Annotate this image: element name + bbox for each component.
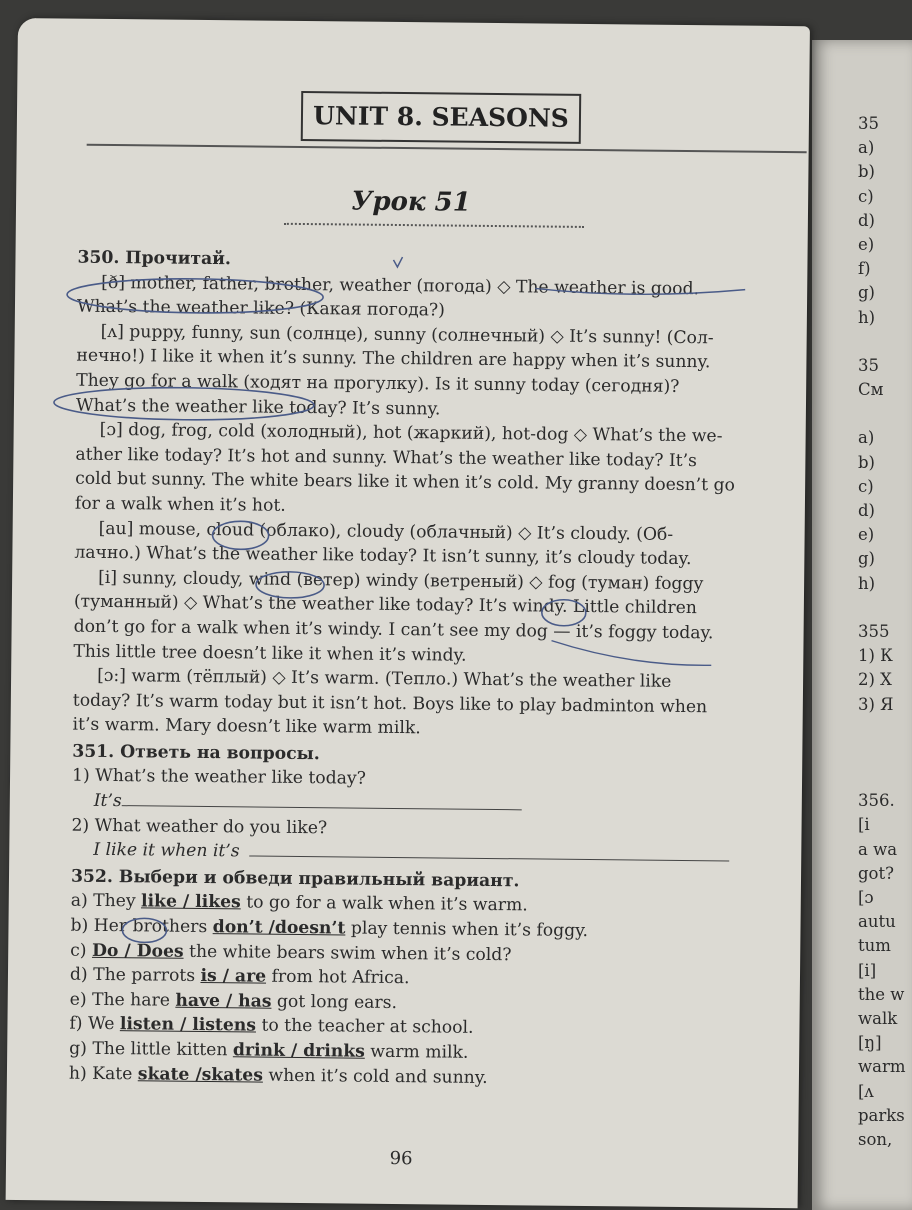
item-suffix: to go for a walk when it’s warm. <box>240 892 528 916</box>
item-prefix: d) The parrots <box>69 964 201 987</box>
exercise-350-line: [au] mouse, cloud (облако), cloudy (облачный) ◇ It’s cloudy. (Об- <box>98 518 674 545</box>
right-page-fragment: [ɔ <box>858 888 874 907</box>
answer-2-line[interactable] <box>250 842 730 862</box>
choice-options[interactable]: is / are <box>200 966 267 987</box>
item-prefix: b) Her brothers <box>70 915 213 938</box>
right-page-fragment: tum <box>858 936 891 956</box>
item-suffix: got long ears. <box>271 991 398 1013</box>
right-page-fragment: 35 <box>858 114 879 133</box>
exercise-352-title: 352. Выбери и обведи правильный вариант. <box>70 866 520 892</box>
right-page-fragment <box>858 402 908 426</box>
lesson-title: Урок 51 <box>351 186 471 218</box>
exercise-351-title: 351. Ответь на вопросы. <box>72 741 320 765</box>
item-prefix: g) The little kitten <box>69 1038 234 1061</box>
item-prefix: h) Kate <box>68 1063 138 1084</box>
exercise-350-line: They go for a walk (ходят на прогулку). Is it sunny today (сегодня)? <box>76 370 680 397</box>
left-page <box>6 18 810 1208</box>
item-suffix: to the teacher at school. <box>255 1015 474 1039</box>
unit-title: UNIT 8. SEASONS <box>301 91 582 144</box>
choice-options[interactable]: have / has <box>175 990 272 1012</box>
exercise-350-line: [ð] mother, father, brother, weather (погода) ◇ The weather is good. <box>101 272 700 299</box>
choice-options[interactable]: drink / drinks <box>232 1040 365 1062</box>
exercise-350-line: нечно!) I like it when it’s sunny. The children are happy when it’s sunny. <box>76 346 711 373</box>
right-page-fragment: son, <box>858 1129 893 1149</box>
right-page-fragment: 3) Я <box>858 694 894 714</box>
right-page-fragment: 35 <box>858 355 879 375</box>
right-page-fragment: [ŋ] <box>858 1033 882 1053</box>
right-page-fragment: 356. <box>858 791 895 811</box>
exercise-350-line: This little tree doesn’t like it when it’s windy. <box>73 641 467 666</box>
item-prefix: e) The hare <box>69 989 176 1011</box>
right-page-fragment: b) <box>858 162 875 182</box>
item-suffix: warm milk. <box>364 1041 469 1063</box>
exercise-350-line: What’s the weather like? (Какая погода?) <box>76 296 445 321</box>
right-page-fragment: a wa <box>858 839 898 859</box>
right-page-fragment: f) <box>858 259 871 279</box>
exercise-350-line: today? It’s warm today but it isn’t hot. Boys like to play badminton when <box>72 690 708 717</box>
right-page-fragment: [i] <box>858 960 877 980</box>
question-1: 1) What’s the weather like today? <box>71 766 366 790</box>
right-page-fragment <box>858 765 908 789</box>
exercise-350-line: it’s warm. Mary doesn’t like warm milk. <box>72 714 421 739</box>
exercise-350-line: for a walk when it’s hot. <box>74 493 286 516</box>
exercise-350-line: [i] sunny, cloudy, wind (ветер) windy (ветреный) ◇ fog (туман) foggy <box>98 567 704 594</box>
right-page-fragment: parks <box>858 1105 905 1125</box>
exercise-350-title: 350. Прочитай. <box>77 247 231 270</box>
exercise-350-line: ather like today? It’s hot and sunny. What’s the weather like today? It’s <box>75 444 698 471</box>
page-content <box>69 244 808 1094</box>
item-prefix: c) <box>70 940 93 961</box>
right-page-fragment: 2) Х <box>858 670 892 690</box>
right-page-fragment: g) <box>858 283 875 303</box>
right-page-fragment: autu <box>858 912 896 932</box>
right-page-fragment: got? <box>858 863 894 883</box>
right-page-fragment: c) <box>858 186 874 206</box>
right-page-fragment: e) <box>858 525 875 545</box>
right-page-fragment: walk <box>858 1008 898 1028</box>
exercise-350-line: лачно.) What’s the weather like today? It isn’t sunny, it’s cloudy today. <box>74 542 692 570</box>
right-page-fragment: [i <box>858 815 870 835</box>
exercise-350-text <box>72 270 807 745</box>
right-page-fragment: g) <box>858 549 875 569</box>
right-page-fragment: d) <box>858 501 875 520</box>
exercise-350-line: (туманный) ◇ What’s the weather like today? It’s windy. Little children <box>73 591 698 619</box>
question-2: 2) What weather do you like? <box>71 815 328 838</box>
right-page-fragment: a) <box>858 138 875 158</box>
right-page-fragment: 1) К <box>858 646 893 666</box>
answer-1-prompt: It’s <box>93 790 122 812</box>
item-suffix: the white bears swim when it’s cold? <box>183 941 512 965</box>
item-suffix: play tennis when it’s foggy. <box>345 918 589 942</box>
exercise-352-items <box>69 889 801 1093</box>
right-page-fragment: [ʌ <box>858 1081 874 1101</box>
right-page-fragment: 355 <box>858 621 890 641</box>
right-page-fragment: c) <box>858 476 874 496</box>
item-prefix: f) We <box>69 1014 121 1035</box>
exercise-350-line: [ɔ] dog, frog, cold (холодный), hot (жаркий), hot-dog ◇ What’s the we- <box>99 420 723 447</box>
right-page-fragment: d) <box>858 210 875 230</box>
answer-1-line[interactable] <box>122 791 522 810</box>
right-page-fragment <box>858 741 908 765</box>
exercise-350-line: cold but sunny. The white bears like it when it’s cold. My granny doesn’t go <box>75 468 736 496</box>
choice-options[interactable]: skate /skates <box>137 1063 264 1086</box>
right-page-text <box>858 112 908 1152</box>
right-page-fragment <box>858 330 908 354</box>
right-page-fragment: См <box>858 380 884 400</box>
header-rule <box>87 144 807 154</box>
lesson-underline <box>284 223 584 228</box>
exercise-350-line: What’s the weather like today? It’s sunny. <box>75 395 441 420</box>
right-page-fragment: e) <box>858 234 875 254</box>
page-number: 96 <box>389 1147 413 1170</box>
answer-2-prompt: I like it when it’s <box>93 840 240 862</box>
choice-options[interactable]: listen / listens <box>119 1014 257 1036</box>
right-page-fragment <box>858 717 908 741</box>
right-page-fragment: h) <box>858 573 876 593</box>
item-prefix: a) They <box>70 891 142 912</box>
exercise-350-line: don’t go for a walk when it’s windy. I can’t see my dog — it’s foggy today. <box>73 616 714 644</box>
choice-options[interactable]: Do / Does <box>91 940 184 962</box>
right-page-fragment: b) <box>858 452 875 472</box>
item-suffix: from hot Africa. <box>266 966 410 989</box>
exercise-350-line: [ʌ] puppy, funny, sun (солнце), sunny (солнечный) ◇ It’s sunny! (Сол- <box>100 321 714 349</box>
exercise-350-line: [ɔ:] warm (тёплый) ◇ It’s warm. (Тепло.) What’s the weather like <box>97 665 672 692</box>
right-page-fragment: the w <box>858 984 905 1004</box>
right-page-fragment <box>858 596 908 620</box>
right-page-fragment: h) <box>858 307 876 327</box>
choice-options[interactable]: don’t /doesn’t <box>212 917 346 939</box>
choice-options[interactable]: like / likes <box>140 891 241 913</box>
right-page-fragment: a) <box>858 428 875 448</box>
right-page-fragment: warm <box>858 1057 906 1077</box>
item-suffix: when it’s cold and sunny. <box>262 1065 488 1088</box>
